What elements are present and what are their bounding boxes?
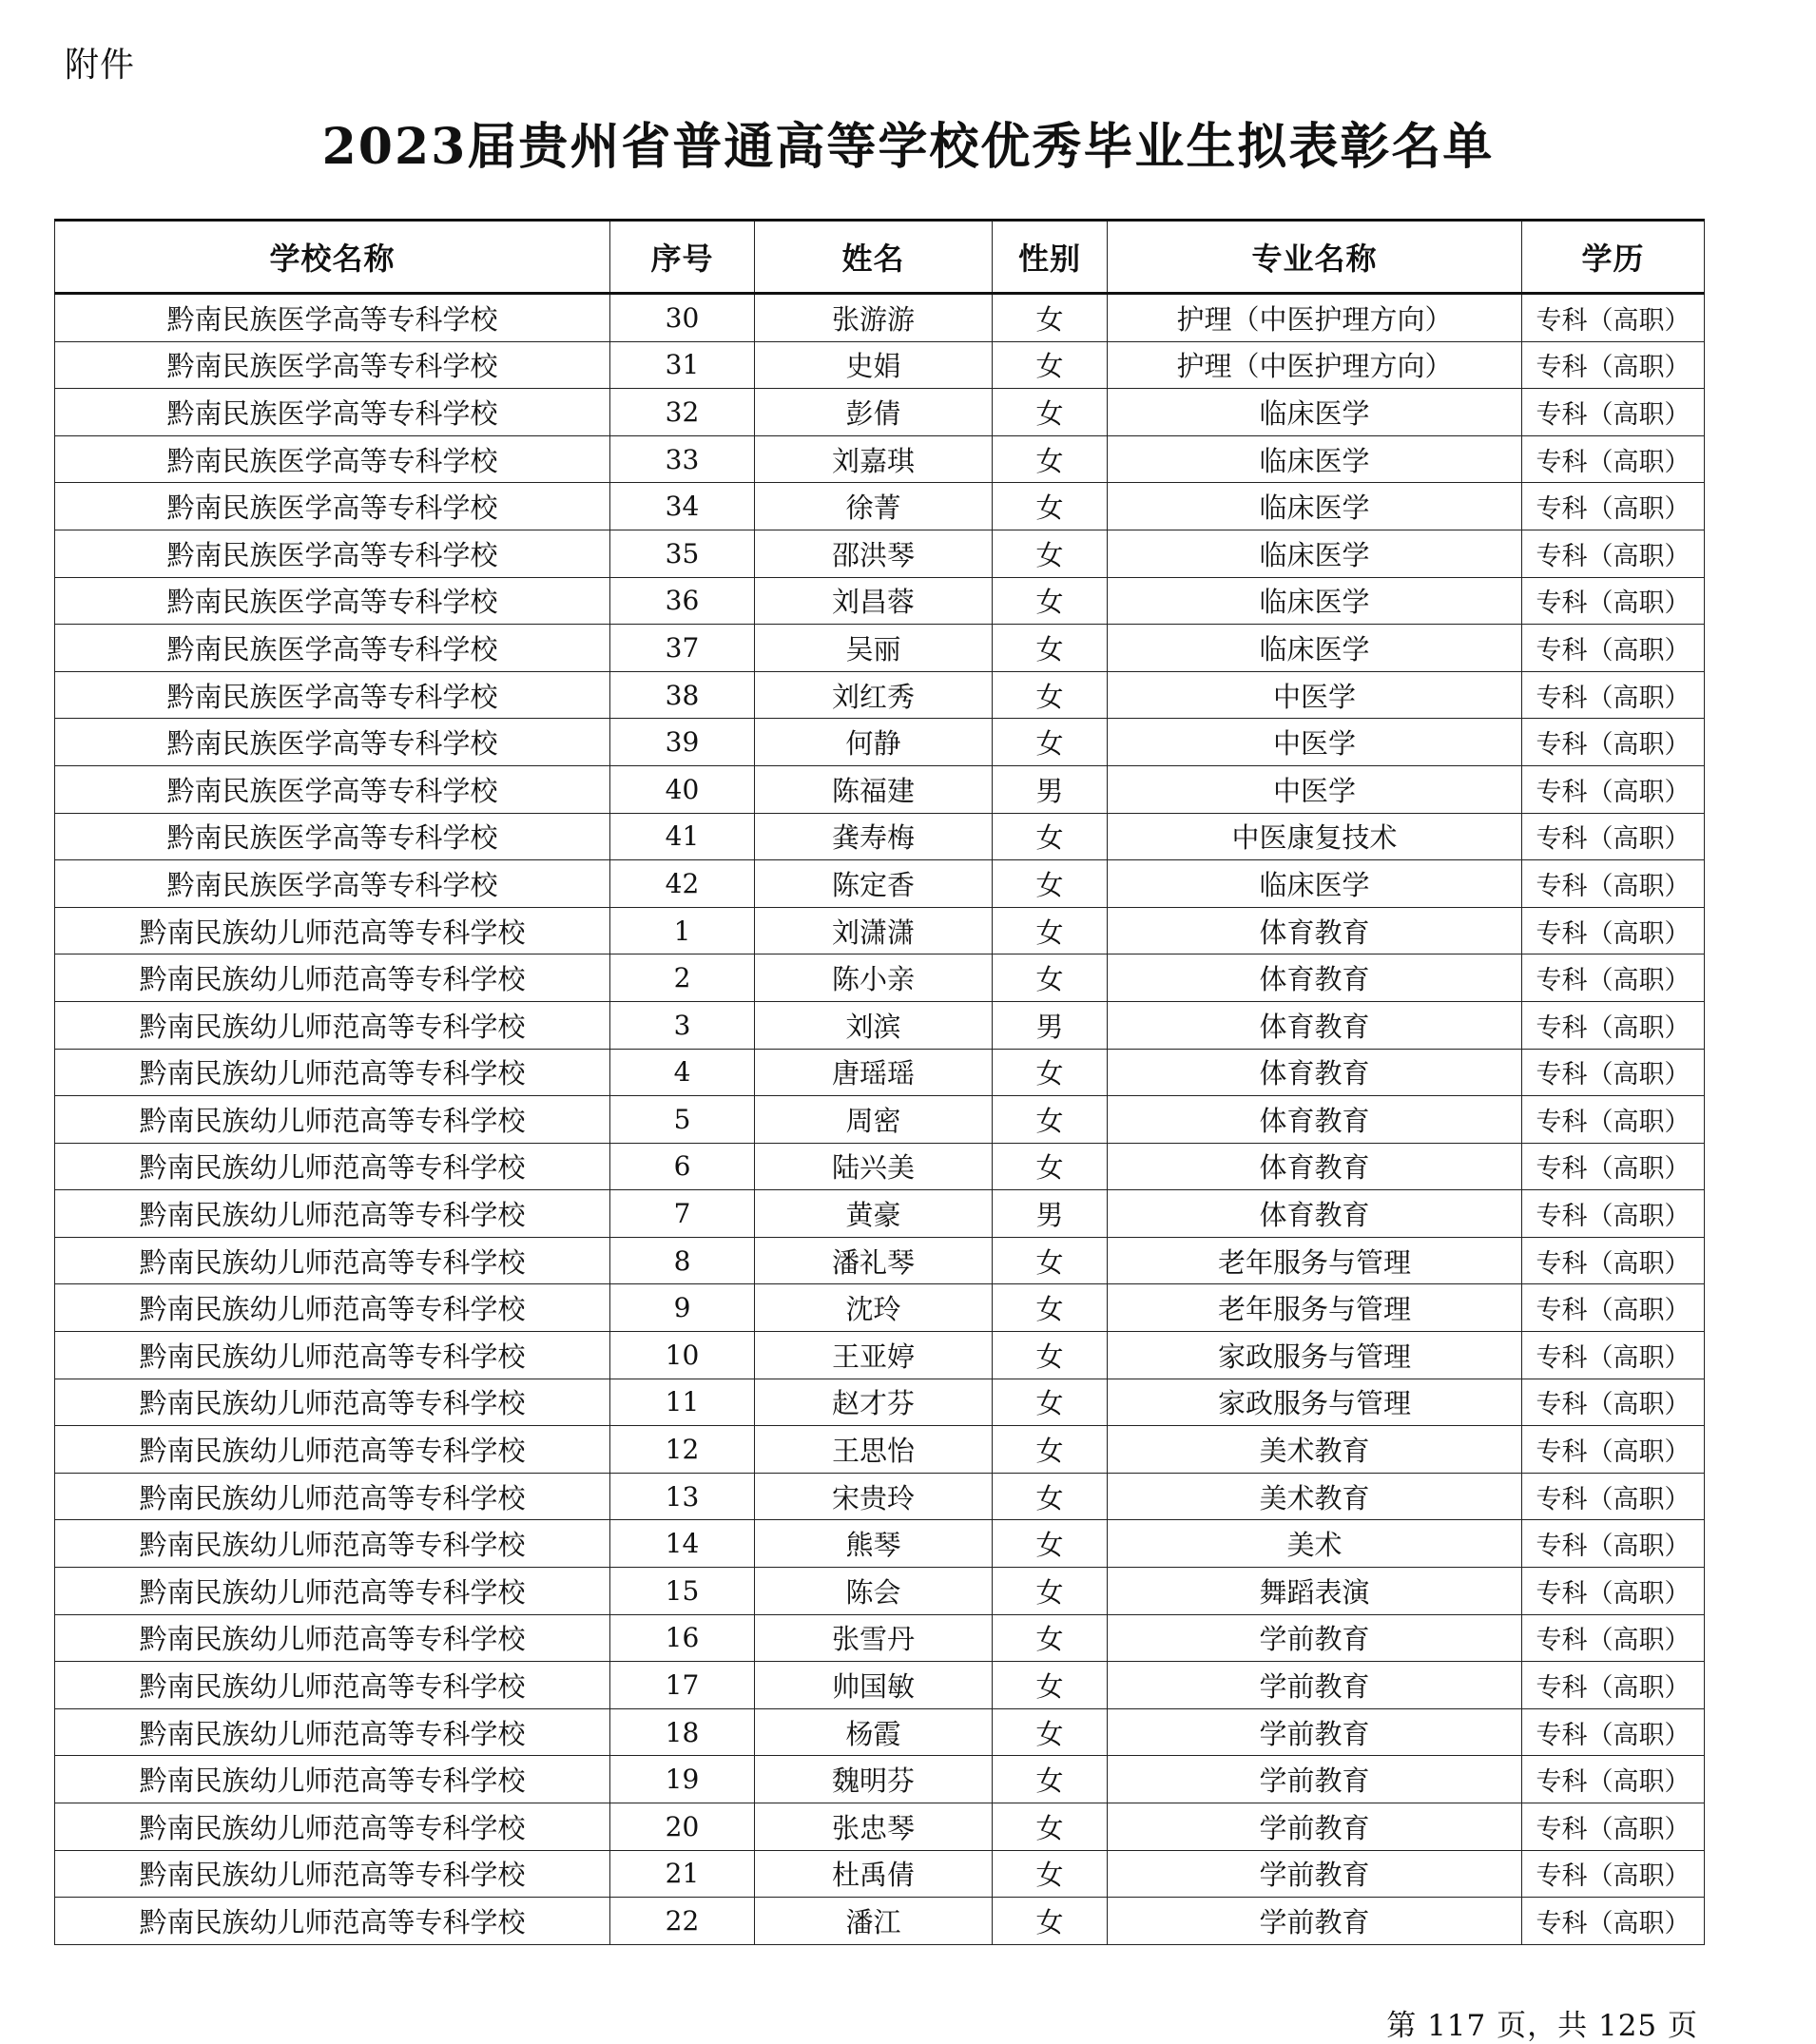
cell-gender: 女 [993, 294, 1108, 342]
cell-school-name: 黔南民族幼儿师范高等专科学校 [55, 1708, 610, 1756]
cell-education-level: 专科（高职） [1522, 625, 1705, 672]
table-row [55, 389, 1705, 436]
cell-serial-number: 31 [610, 341, 755, 389]
cell-major: 体育教育 [1108, 1001, 1522, 1049]
table-body [55, 294, 1705, 1945]
cell-education-level: 专科（高职） [1522, 1850, 1705, 1898]
graduate-roster-table [54, 219, 1705, 1945]
cell-serial-number: 14 [610, 1520, 755, 1568]
cell-serial-number: 30 [610, 294, 755, 342]
table-row [55, 1520, 1705, 1568]
cell-major: 临床医学 [1108, 530, 1522, 577]
cell-education-level: 专科（高职） [1522, 577, 1705, 625]
table-row [55, 530, 1705, 577]
cell-student-name: 邵洪琴 [755, 530, 993, 577]
table-row [55, 294, 1705, 342]
cell-student-name: 赵才芬 [755, 1379, 993, 1426]
cell-student-name: 王亚婷 [755, 1332, 993, 1379]
table-row [55, 1568, 1705, 1615]
cell-gender: 女 [993, 1520, 1108, 1568]
table-row [55, 1473, 1705, 1520]
cell-student-name: 潘礼琴 [755, 1237, 993, 1284]
cell-major: 中医康复技术 [1108, 813, 1522, 860]
cell-student-name: 周密 [755, 1096, 993, 1144]
cell-school-name: 黔南民族幼儿师范高等专科学校 [55, 1426, 610, 1474]
cell-education-level: 专科（高职） [1522, 1332, 1705, 1379]
cell-school-name: 黔南民族医学高等专科学校 [55, 860, 610, 908]
table-row [55, 907, 1705, 955]
cell-gender: 男 [993, 1190, 1108, 1238]
cell-education-level: 专科（高职） [1522, 1143, 1705, 1190]
cell-school-name: 黔南民族医学高等专科学校 [55, 435, 610, 483]
cell-education-level: 专科（高职） [1522, 765, 1705, 813]
cell-school-name: 黔南民族医学高等专科学校 [55, 671, 610, 719]
cell-school-name: 黔南民族医学高等专科学校 [55, 294, 610, 342]
cell-serial-number: 36 [610, 577, 755, 625]
cell-serial-number: 8 [610, 1237, 755, 1284]
cell-serial-number: 6 [610, 1143, 755, 1190]
table-row [55, 1803, 1705, 1851]
cell-student-name: 吴丽 [755, 625, 993, 672]
cell-gender: 男 [993, 1001, 1108, 1049]
cell-major: 临床医学 [1108, 577, 1522, 625]
cell-serial-number: 32 [610, 389, 755, 436]
cell-gender: 女 [993, 907, 1108, 955]
cell-student-name: 熊琴 [755, 1520, 993, 1568]
cell-student-name: 魏明芬 [755, 1756, 993, 1803]
cell-serial-number: 12 [610, 1426, 755, 1474]
cell-school-name: 黔南民族幼儿师范高等专科学校 [55, 955, 610, 1002]
table-row [55, 1756, 1705, 1803]
cell-gender: 女 [993, 1708, 1108, 1756]
table-row [55, 813, 1705, 860]
cell-gender: 女 [993, 1473, 1108, 1520]
cell-education-level: 专科（高职） [1522, 1520, 1705, 1568]
cell-serial-number: 10 [610, 1332, 755, 1379]
cell-education-level: 专科（高职） [1522, 1898, 1705, 1945]
cell-major: 学前教育 [1108, 1803, 1522, 1851]
cell-school-name: 黔南民族幼儿师范高等专科学校 [55, 1190, 610, 1238]
cell-major: 中医学 [1108, 765, 1522, 813]
cell-education-level: 专科（高职） [1522, 483, 1705, 530]
cell-education-level: 专科（高职） [1522, 1708, 1705, 1756]
cell-school-name: 黔南民族幼儿师范高等专科学校 [55, 1143, 610, 1190]
table-row [55, 435, 1705, 483]
cell-student-name: 龚寿梅 [755, 813, 993, 860]
header-student-name: 姓名 [755, 221, 993, 294]
cell-major: 学前教育 [1108, 1756, 1522, 1803]
cell-gender: 女 [993, 483, 1108, 530]
cell-serial-number: 11 [610, 1379, 755, 1426]
table-row [55, 1001, 1705, 1049]
table-row [55, 1898, 1705, 1945]
cell-education-level: 专科（高职） [1522, 1190, 1705, 1238]
cell-serial-number: 7 [610, 1190, 755, 1238]
cell-school-name: 黔南民族幼儿师范高等专科学校 [55, 1473, 610, 1520]
table-row [55, 1708, 1705, 1756]
cell-education-level: 专科（高职） [1522, 341, 1705, 389]
cell-gender: 女 [993, 577, 1108, 625]
cell-major: 体育教育 [1108, 1049, 1522, 1096]
table-row [55, 765, 1705, 813]
table-row [55, 955, 1705, 1002]
cell-school-name: 黔南民族幼儿师范高等专科学校 [55, 1520, 610, 1568]
cell-student-name: 刘红秀 [755, 671, 993, 719]
cell-serial-number: 9 [610, 1284, 755, 1332]
cell-serial-number: 42 [610, 860, 755, 908]
cell-gender: 女 [993, 1096, 1108, 1144]
cell-major: 中医学 [1108, 671, 1522, 719]
table-row [55, 577, 1705, 625]
cell-gender: 女 [993, 1284, 1108, 1332]
cell-school-name: 黔南民族医学高等专科学校 [55, 577, 610, 625]
table-row [55, 1237, 1705, 1284]
cell-serial-number: 22 [610, 1898, 755, 1945]
cell-student-name: 黄豪 [755, 1190, 993, 1238]
cell-student-name: 杜禹倩 [755, 1850, 993, 1898]
table-row [55, 860, 1705, 908]
cell-school-name: 黔南民族医学高等专科学校 [55, 341, 610, 389]
cell-serial-number: 21 [610, 1850, 755, 1898]
cell-major: 美术教育 [1108, 1473, 1522, 1520]
cell-gender: 女 [993, 671, 1108, 719]
cell-school-name: 黔南民族幼儿师范高等专科学校 [55, 907, 610, 955]
table-row [55, 1284, 1705, 1332]
cell-school-name: 黔南民族医学高等专科学校 [55, 625, 610, 672]
cell-education-level: 专科（高职） [1522, 1237, 1705, 1284]
cell-school-name: 黔南民族医学高等专科学校 [55, 389, 610, 436]
cell-student-name: 刘昌蓉 [755, 577, 993, 625]
cell-school-name: 黔南民族医学高等专科学校 [55, 530, 610, 577]
cell-serial-number: 35 [610, 530, 755, 577]
cell-student-name: 帅国敏 [755, 1662, 993, 1709]
cell-school-name: 黔南民族幼儿师范高等专科学校 [55, 1096, 610, 1144]
cell-school-name: 黔南民族幼儿师范高等专科学校 [55, 1237, 610, 1284]
page-number: 第 117 页，共 125 页 [1386, 2009, 1698, 2043]
cell-school-name: 黔南民族幼儿师范高等专科学校 [55, 1001, 610, 1049]
cell-major: 临床医学 [1108, 860, 1522, 908]
cell-school-name: 黔南民族医学高等专科学校 [55, 719, 610, 766]
cell-serial-number: 33 [610, 435, 755, 483]
cell-student-name: 宋贵玲 [755, 1473, 993, 1520]
cell-education-level: 专科（高职） [1522, 813, 1705, 860]
table-row [55, 1379, 1705, 1426]
cell-serial-number: 19 [610, 1756, 755, 1803]
cell-education-level: 专科（高职） [1522, 530, 1705, 577]
table-row [55, 483, 1705, 530]
cell-education-level: 专科（高职） [1522, 389, 1705, 436]
cell-school-name: 黔南民族医学高等专科学校 [55, 813, 610, 860]
cell-major: 临床医学 [1108, 483, 1522, 530]
cell-serial-number: 40 [610, 765, 755, 813]
cell-serial-number: 37 [610, 625, 755, 672]
cell-gender: 女 [993, 1143, 1108, 1190]
cell-serial-number: 20 [610, 1803, 755, 1851]
cell-major: 体育教育 [1108, 907, 1522, 955]
cell-major: 中医学 [1108, 719, 1522, 766]
cell-serial-number: 5 [610, 1096, 755, 1144]
cell-education-level: 专科（高职） [1522, 1662, 1705, 1709]
cell-gender: 女 [993, 1803, 1108, 1851]
cell-student-name: 王思怡 [755, 1426, 993, 1474]
cell-serial-number: 1 [610, 907, 755, 955]
table-row [55, 719, 1705, 766]
cell-student-name: 陈定香 [755, 860, 993, 908]
cell-student-name: 陈福建 [755, 765, 993, 813]
cell-gender: 女 [993, 1049, 1108, 1096]
cell-education-level: 专科（高职） [1522, 1096, 1705, 1144]
cell-education-level: 专科（高职） [1522, 1473, 1705, 1520]
cell-major: 体育教育 [1108, 1143, 1522, 1190]
cell-student-name: 沈玲 [755, 1284, 993, 1332]
cell-education-level: 专科（高职） [1522, 1426, 1705, 1474]
cell-school-name: 黔南民族幼儿师范高等专科学校 [55, 1803, 610, 1851]
cell-gender: 女 [993, 955, 1108, 1002]
cell-serial-number: 39 [610, 719, 755, 766]
header-major: 专业名称 [1108, 221, 1522, 294]
table-row [55, 1426, 1705, 1474]
cell-education-level: 专科（高职） [1522, 435, 1705, 483]
table-row [55, 1096, 1705, 1144]
cell-student-name: 张忠琴 [755, 1803, 993, 1851]
cell-student-name: 何静 [755, 719, 993, 766]
cell-education-level: 专科（高职） [1522, 1284, 1705, 1332]
cell-gender: 女 [993, 1237, 1108, 1284]
cell-major: 舞蹈表演 [1108, 1568, 1522, 1615]
cell-gender: 女 [993, 719, 1108, 766]
cell-gender: 女 [993, 341, 1108, 389]
cell-education-level: 专科（高职） [1522, 907, 1705, 955]
cell-gender: 女 [993, 1662, 1108, 1709]
cell-school-name: 黔南民族幼儿师范高等专科学校 [55, 1379, 610, 1426]
cell-school-name: 黔南民族幼儿师范高等专科学校 [55, 1049, 610, 1096]
document-title: 2023届贵州省普通高等学校优秀毕业生拟表彰名单 [321, 118, 1495, 176]
cell-school-name: 黔南民族幼儿师范高等专科学校 [55, 1284, 610, 1332]
cell-major: 临床医学 [1108, 435, 1522, 483]
cell-education-level: 专科（高职） [1522, 1001, 1705, 1049]
cell-student-name: 史娟 [755, 341, 993, 389]
cell-gender: 女 [993, 1614, 1108, 1662]
cell-major: 护理（中医护理方向） [1108, 294, 1522, 342]
cell-major: 家政服务与管理 [1108, 1379, 1522, 1426]
cell-student-name: 徐菁 [755, 483, 993, 530]
cell-serial-number: 41 [610, 813, 755, 860]
cell-gender: 女 [993, 1756, 1108, 1803]
cell-school-name: 黔南民族医学高等专科学校 [55, 483, 610, 530]
cell-gender: 女 [993, 1568, 1108, 1615]
cell-school-name: 黔南民族幼儿师范高等专科学校 [55, 1614, 610, 1662]
table-row [55, 1850, 1705, 1898]
cell-school-name: 黔南民族幼儿师范高等专科学校 [55, 1662, 610, 1709]
cell-major: 老年服务与管理 [1108, 1237, 1522, 1284]
header-serial-number: 序号 [610, 221, 755, 294]
cell-major: 学前教育 [1108, 1708, 1522, 1756]
cell-major: 美术教育 [1108, 1426, 1522, 1474]
table-row [55, 1143, 1705, 1190]
cell-gender: 女 [993, 625, 1108, 672]
cell-school-name: 黔南民族幼儿师范高等专科学校 [55, 1898, 610, 1945]
cell-school-name: 黔南民族医学高等专科学校 [55, 765, 610, 813]
cell-major: 美术 [1108, 1520, 1522, 1568]
table-header-row [55, 221, 1705, 294]
cell-school-name: 黔南民族幼儿师范高等专科学校 [55, 1850, 610, 1898]
cell-major: 体育教育 [1108, 1096, 1522, 1144]
cell-school-name: 黔南民族幼儿师范高等专科学校 [55, 1568, 610, 1615]
cell-gender: 女 [993, 389, 1108, 436]
table-row [55, 1332, 1705, 1379]
cell-education-level: 专科（高职） [1522, 1756, 1705, 1803]
table-row [55, 1190, 1705, 1238]
cell-major: 学前教育 [1108, 1898, 1522, 1945]
cell-student-name: 唐瑶瑶 [755, 1049, 993, 1096]
cell-student-name: 张游游 [755, 294, 993, 342]
table-row [55, 341, 1705, 389]
annex-label: 附件 [65, 46, 136, 85]
cell-major: 护理（中医护理方向） [1108, 341, 1522, 389]
cell-gender: 女 [993, 530, 1108, 577]
cell-gender: 女 [993, 813, 1108, 860]
cell-major: 体育教育 [1108, 955, 1522, 1002]
cell-major: 临床医学 [1108, 389, 1522, 436]
cell-serial-number: 4 [610, 1049, 755, 1096]
cell-education-level: 专科（高职） [1522, 955, 1705, 1002]
cell-school-name: 黔南民族幼儿师范高等专科学校 [55, 1332, 610, 1379]
cell-gender: 女 [993, 435, 1108, 483]
cell-education-level: 专科（高职） [1522, 860, 1705, 908]
cell-student-name: 张雪丹 [755, 1614, 993, 1662]
header-gender: 性别 [993, 221, 1108, 294]
cell-gender: 女 [993, 1426, 1108, 1474]
cell-gender: 女 [993, 1332, 1108, 1379]
cell-major: 临床医学 [1108, 625, 1522, 672]
cell-school-name: 黔南民族幼儿师范高等专科学校 [55, 1756, 610, 1803]
cell-major: 学前教育 [1108, 1850, 1522, 1898]
cell-education-level: 专科（高职） [1522, 1568, 1705, 1615]
cell-serial-number: 17 [610, 1662, 755, 1709]
cell-education-level: 专科（高职） [1522, 1803, 1705, 1851]
cell-serial-number: 15 [610, 1568, 755, 1615]
table-row [55, 625, 1705, 672]
table-row [55, 671, 1705, 719]
cell-student-name: 陆兴美 [755, 1143, 993, 1190]
cell-education-level: 专科（高职） [1522, 719, 1705, 766]
cell-gender: 女 [993, 1898, 1108, 1945]
cell-major: 家政服务与管理 [1108, 1332, 1522, 1379]
cell-education-level: 专科（高职） [1522, 1614, 1705, 1662]
cell-gender: 男 [993, 765, 1108, 813]
cell-major: 学前教育 [1108, 1614, 1522, 1662]
table-row [55, 1662, 1705, 1709]
cell-education-level: 专科（高职） [1522, 671, 1705, 719]
cell-major: 学前教育 [1108, 1662, 1522, 1709]
cell-education-level: 专科（高职） [1522, 1379, 1705, 1426]
cell-student-name: 杨霞 [755, 1708, 993, 1756]
cell-serial-number: 3 [610, 1001, 755, 1049]
cell-student-name: 彭倩 [755, 389, 993, 436]
cell-student-name: 刘潇潇 [755, 907, 993, 955]
cell-serial-number: 18 [610, 1708, 755, 1756]
header-school-name: 学校名称 [55, 221, 610, 294]
cell-major: 老年服务与管理 [1108, 1284, 1522, 1332]
cell-student-name: 陈小亲 [755, 955, 993, 1002]
cell-serial-number: 16 [610, 1614, 755, 1662]
cell-education-level: 专科（高职） [1522, 294, 1705, 342]
cell-student-name: 潘江 [755, 1898, 993, 1945]
cell-serial-number: 34 [610, 483, 755, 530]
cell-serial-number: 2 [610, 955, 755, 1002]
cell-gender: 女 [993, 1850, 1108, 1898]
cell-serial-number: 13 [610, 1473, 755, 1520]
cell-student-name: 刘嘉琪 [755, 435, 993, 483]
cell-serial-number: 38 [610, 671, 755, 719]
cell-education-level: 专科（高职） [1522, 1049, 1705, 1096]
header-education-level: 学历 [1522, 221, 1705, 294]
table-row [55, 1614, 1705, 1662]
cell-student-name: 陈会 [755, 1568, 993, 1615]
cell-gender: 女 [993, 1379, 1108, 1426]
cell-student-name: 刘滨 [755, 1001, 993, 1049]
table-row [55, 1049, 1705, 1096]
cell-gender: 女 [993, 860, 1108, 908]
cell-major: 体育教育 [1108, 1190, 1522, 1238]
